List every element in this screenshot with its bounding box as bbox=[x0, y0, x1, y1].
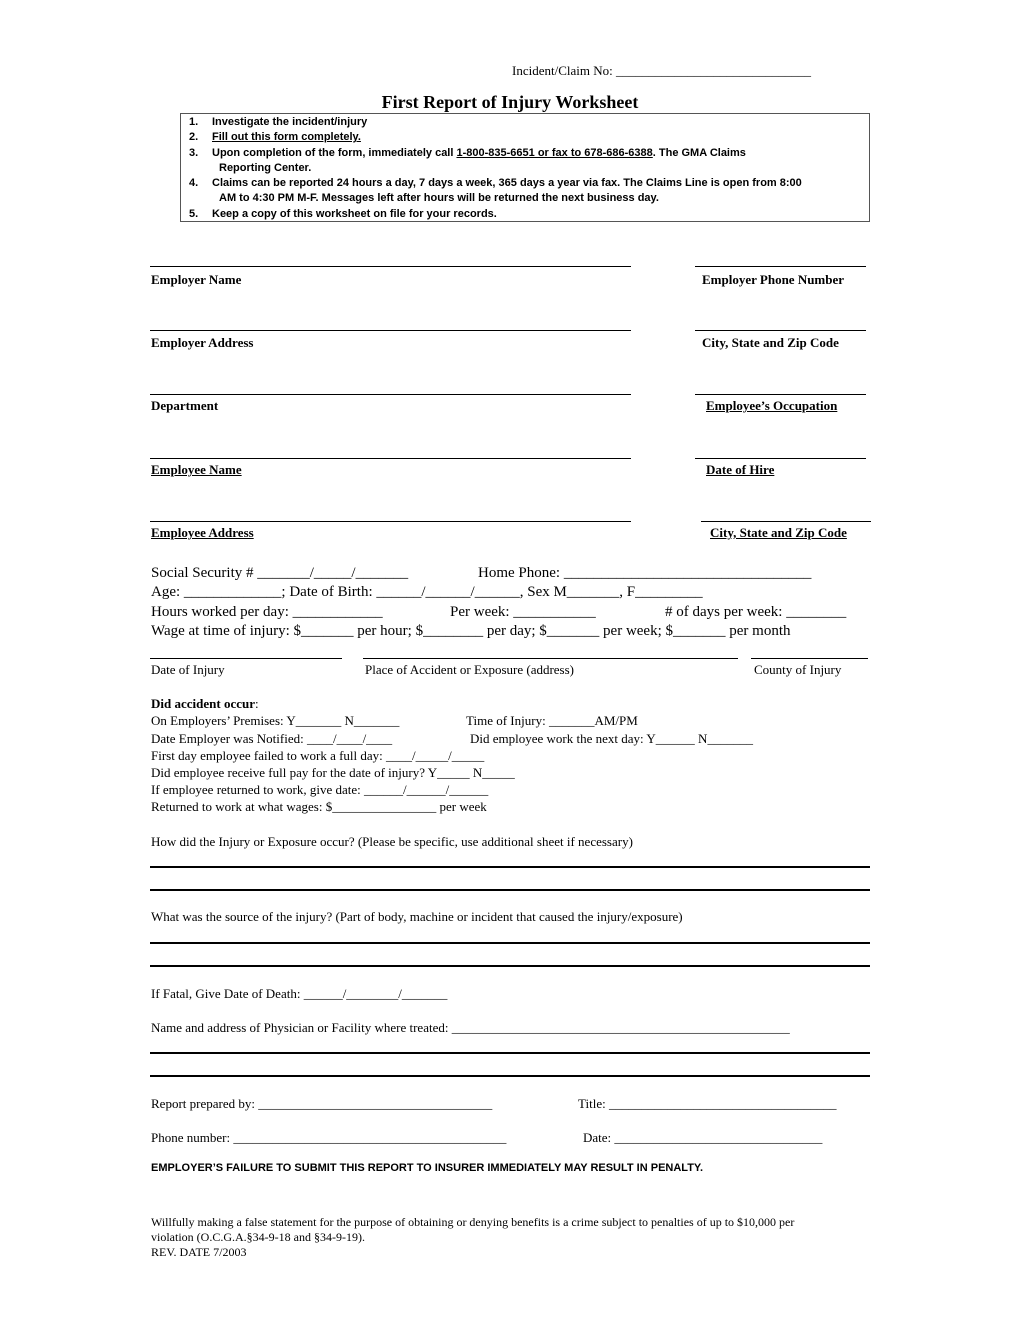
legal-notice: violation (O.C.G.A.§34-9-18 and §34-9-19). bbox=[151, 1230, 365, 1244]
date-of-death-field[interactable]: If Fatal, Give Date of Death: ______/________/_______ bbox=[151, 986, 448, 1001]
county-label: County of Injury bbox=[754, 662, 842, 677]
hours-per-day-field[interactable]: Hours worked per day: ____________ bbox=[151, 604, 383, 620]
full-pay-field[interactable]: Did employee receive full pay for the date of injury? Y_____ N_____ bbox=[151, 765, 515, 780]
instruction-continuation: AM to 4:30 PM M-F. Messages left after hours will be returned the next business day. bbox=[219, 192, 659, 205]
employer-city-input[interactable] bbox=[695, 330, 866, 331]
occupation-label: Employee’s Occupation bbox=[706, 398, 838, 413]
revision-date: REV. DATE 7/2003 bbox=[151, 1245, 247, 1259]
instruction-item: 1. Investigate the incident/injury bbox=[189, 116, 368, 128]
physician-answer-line[interactable] bbox=[150, 1052, 870, 1054]
employer-address-label: Employer Address bbox=[151, 335, 254, 350]
age-dob-sex-field[interactable]: Age: _____________; Date of Birth: ______/______/______, Sex M_______, F_________ bbox=[151, 584, 703, 600]
date-notified-field[interactable]: Date Employer was Notified: ____/____/____ bbox=[151, 731, 393, 746]
prepared-by-field[interactable]: Report prepared by: ____________________________________ bbox=[151, 1096, 493, 1111]
instruction-item: 5. Keep a copy of this worksheet on file for your records. bbox=[189, 207, 497, 220]
county-input[interactable] bbox=[751, 658, 868, 659]
employee-city-label: City, State and Zip Code bbox=[710, 525, 847, 540]
employee-address-label: Employee Address bbox=[151, 525, 254, 540]
return-date-field[interactable]: If employee returned to work, give date: ______/______/______ bbox=[151, 782, 489, 797]
place-of-accident-label: Place of Accident or Exposure (address) bbox=[365, 662, 575, 677]
employer-phone-input[interactable] bbox=[695, 266, 866, 267]
legal-notice: Willfully making a false statement for the purpose of obtaining or denying benefits is a crime subject to penalties of up to $10,000 per bbox=[151, 1215, 795, 1229]
date-of-injury-label: Date of Injury bbox=[151, 662, 225, 677]
instruction-item: 2. Fill out this form completely. bbox=[189, 131, 361, 144]
department-input[interactable] bbox=[150, 394, 631, 395]
employer-city-label: City, State and Zip Code bbox=[702, 335, 839, 350]
phone-number-field[interactable]: Phone number: __________________________________________ bbox=[151, 1130, 507, 1145]
title-field[interactable]: Title: ___________________________________ bbox=[578, 1096, 837, 1111]
time-of-injury-field[interactable]: Time of Injury: _______AM/PM bbox=[466, 713, 638, 728]
source-injury-question: What was the source of the injury? (Part of body, machine or incident that caused the injury/exposure) bbox=[151, 909, 683, 924]
date-of-hire-input[interactable] bbox=[695, 458, 866, 459]
claims-phone-link[interactable]: 1-800-835-6651 or fax to 678-686-6388 bbox=[456, 146, 653, 159]
accident-heading: Did accident occur: bbox=[151, 696, 259, 711]
how-injury-question: How did the Injury or Exposure occur? (Please be specific, use additional sheet if necessary) bbox=[151, 834, 633, 849]
employer-address-input[interactable] bbox=[150, 330, 631, 331]
per-week-field[interactable]: Per week: ___________ bbox=[450, 604, 596, 620]
page-title: First Report of Injury Worksheet bbox=[381, 92, 639, 112]
premises-field[interactable]: On Employers’ Premises: Y_______ N_______ bbox=[151, 713, 400, 728]
how-injury-answer-line[interactable] bbox=[150, 866, 870, 868]
claim-number-field[interactable]: Incident/Claim No: ______________________________ bbox=[512, 63, 811, 78]
first-day-missed-field[interactable]: First day employee failed to work a full day: ____/_____/_____ bbox=[151, 748, 485, 763]
employee-name-input[interactable] bbox=[150, 458, 631, 459]
physician-answer-line[interactable] bbox=[150, 1075, 870, 1077]
return-wages-field[interactable]: Returned to work at what wages: $________________ per week bbox=[151, 799, 487, 814]
ssn-field[interactable]: Social Security # _______/_____/_______ bbox=[151, 565, 409, 581]
how-injury-answer-line[interactable] bbox=[150, 889, 870, 891]
employee-address-input[interactable] bbox=[150, 521, 631, 522]
instruction-continuation: Reporting Center. bbox=[219, 161, 312, 174]
days-per-week-field[interactable]: # of days per week: ________ bbox=[665, 604, 847, 620]
place-of-accident-input[interactable] bbox=[363, 658, 738, 659]
date-field[interactable]: Date: ________________________________ bbox=[583, 1130, 823, 1145]
employer-name-label: Employer Name bbox=[151, 272, 242, 287]
department-label: Department bbox=[151, 398, 219, 413]
employer-phone-label: Employer Phone Number bbox=[702, 272, 845, 287]
source-answer-line[interactable] bbox=[150, 942, 870, 944]
employer-name-input[interactable] bbox=[150, 266, 631, 267]
work-next-day-field[interactable]: Did employee work the next day: Y______ N_______ bbox=[470, 731, 753, 746]
wage-field[interactable]: Wage at time of injury: $_______ per hour; $________ per day; $_______ per week; $_______ per month bbox=[151, 623, 791, 639]
occupation-input[interactable] bbox=[695, 394, 866, 395]
instructions-box bbox=[180, 113, 870, 222]
employee-city-input[interactable] bbox=[701, 521, 871, 522]
date-of-hire-label: Date of Hire bbox=[706, 462, 775, 477]
penalty-warning: EMPLOYER’S FAILURE TO SUBMIT THIS REPORT TO INSURER IMMEDIATELY MAY RESULT IN PENALTY. bbox=[151, 1162, 704, 1174]
date-of-injury-input[interactable] bbox=[150, 658, 342, 659]
instruction-item: 4. Claims can be reported 24 hours a day, 7 days a week, 365 days a year via fax. The Claims Line is open from 8:00 bbox=[189, 177, 802, 190]
instruction-item: 3. Upon completion of the form, immediately call 1-800-835-6651 or fax to 678-686-6388. The GMA Claims bbox=[189, 146, 746, 159]
source-answer-line[interactable] bbox=[150, 965, 870, 967]
physician-field[interactable]: Name and address of Physician or Facility where treated: ____________________________________________________ bbox=[151, 1020, 790, 1035]
home-phone-field[interactable]: Home Phone: _________________________________ bbox=[478, 565, 812, 581]
employee-name-label: Employee Name bbox=[151, 462, 242, 477]
